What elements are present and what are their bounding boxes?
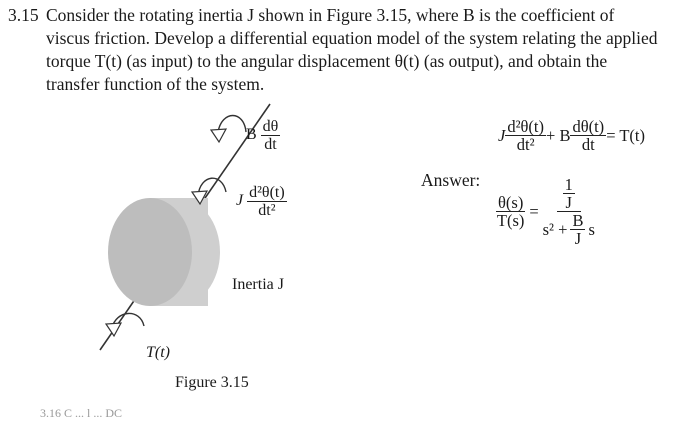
- tf-lhs: $\frac{\theta(s)}{T(s)}$: [496, 193, 525, 230]
- figure-3-15: [0, 100, 400, 414]
- problem-line-1: Consider the rotating inertia J shown in Figure 3.15, where B is the coefficient of: [46, 5, 615, 25]
- next-problem-fragment: 3.16 C ... l ... DC: [40, 406, 123, 420]
- transfer-function: $\frac{\theta(s)}{T(s)}$ = $\frac{1}{J}$ s² + $\frac{B}{J}$ s: [496, 175, 595, 248]
- rotating-inertia-diagram: [0, 100, 400, 414]
- torque-label: T(t): [146, 344, 170, 361]
- problem-line-4: transfer function of the system.: [46, 74, 265, 94]
- problem-number: 3.15: [8, 5, 39, 25]
- problem-statement: [8, 4, 694, 96]
- inertia-fraction: $\frac{\text{d²θ(t)}}{\text{dt²}}$: [249, 184, 285, 219]
- damping-term: [246, 118, 280, 153]
- problem-text: [46, 4, 694, 96]
- inertia-label: Inertia J: [232, 276, 284, 293]
- inertia-term: J $\frac{\text{d²θ(t)}}{\text{dt²}}$: [236, 184, 285, 219]
- eq1-first-derivative: $\frac{d\theta(t)}{dt}$: [572, 117, 605, 154]
- problem-line-3: torque T(t) (as input) to the angular displacement θ(t) (as output), and obtain the: [46, 51, 608, 71]
- problem-line-2: viscus friction. Develop a differential equation model of the system relating the applied: [46, 28, 658, 48]
- answer-label: Answer:: [421, 170, 481, 190]
- figure-caption: Figure 3.15: [175, 374, 249, 391]
- damping-fraction: $\frac{d\theta}{dt}$: [262, 118, 279, 153]
- tf-rhs: $\frac{1}{J}$ s² + $\frac{B}{J}$ s: [542, 175, 595, 248]
- damping-coefficient: B: [246, 126, 257, 144]
- differential-equation: J $\frac{\text{d²θ(t)}}{\text{dt²}}$ + B $\frac{d\theta(t)}{dt}$ = T(t): [498, 117, 645, 154]
- disk-face: [108, 198, 192, 306]
- eq1-second-derivative: $\frac{\text{d²θ(t)}}{\text{dt²}}$: [507, 117, 545, 154]
